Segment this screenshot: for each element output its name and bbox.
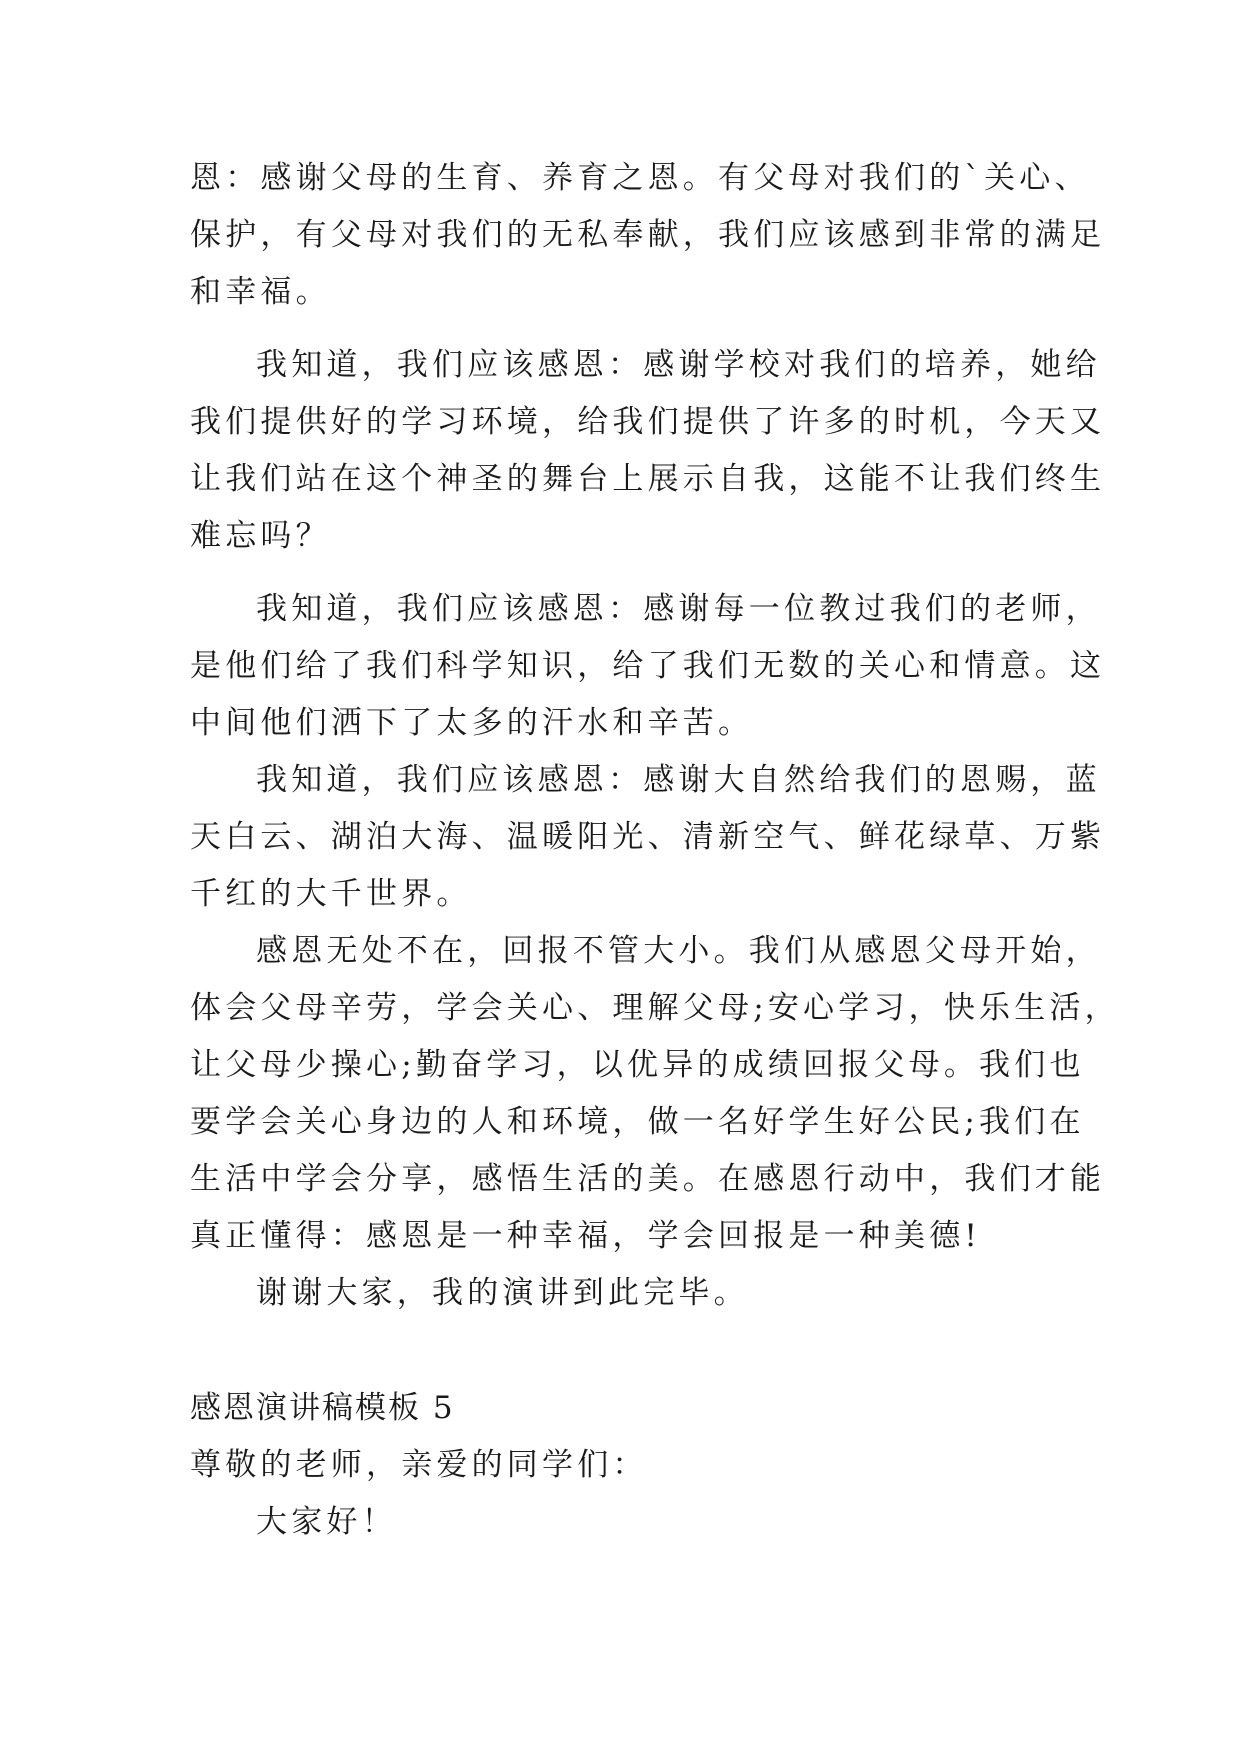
text-line: 难忘吗？	[190, 518, 331, 554]
text-line: 中间他们洒下了太多的汗水和辛苦。	[190, 705, 754, 741]
text-line: 体会父母辛劳，学会关心、理解父母;安心学习，快乐生活，	[190, 990, 1120, 1026]
paragraph-start: 我知道，我们应该感恩：感谢每一位教过我们的老师，	[256, 591, 1101, 627]
greeting: 大家好！	[256, 1504, 397, 1540]
text-line: 和幸福。	[190, 274, 331, 310]
text-line: 我们提供好的学习环境，给我们提供了许多的时机，今天又	[190, 404, 1106, 440]
paragraph-start: 感恩无处不在，回报不管大小。我们从感恩父母开始，	[256, 933, 1101, 969]
section-heading: 感恩演讲稿模板 5	[190, 1390, 455, 1426]
text-line: 让我们站在这个神圣的舞台上展示自我，这能不让我们终生	[190, 461, 1106, 497]
closing-line: 谢谢大家，我的演讲到此完毕。	[256, 1275, 749, 1311]
text-line: 是他们给了我们科学知识，给了我们无数的关心和情意。这	[190, 648, 1106, 684]
text-line: 保护，有父母对我们的无私奉献，我们应该感到非常的满足	[190, 217, 1106, 253]
text-line: 真正懂得：感恩是一种幸福，学会回报是一种美德!	[190, 1218, 982, 1254]
salutation: 尊敬的老师，亲爱的同学们：	[190, 1447, 648, 1483]
text-line: 千红的大千世界。	[190, 876, 472, 912]
text-line: 恩：感谢父母的生育、养育之恩。有父母对我们的`关心、	[190, 160, 1090, 196]
text-line: 生活中学会分享，感悟生活的美。在感恩行动中，我们才能	[190, 1161, 1106, 1197]
paragraph-start: 我知道，我们应该感恩：感谢大自然给我们的恩赐，蓝	[256, 762, 1101, 798]
text-line: 天白云、湖泊大海、温暖阳光、清新空气、鲜花绿草、万紫	[190, 819, 1106, 855]
paragraph-start: 我知道，我们应该感恩：感谢学校对我们的培养，她给	[256, 347, 1101, 383]
text-line: 让父母少操心;勤奋学习，以优异的成绩回报父母。我们也	[190, 1047, 1085, 1083]
text-line: 要学会关心身边的人和环境，做一名好学生好公民;我们在	[190, 1104, 1085, 1140]
